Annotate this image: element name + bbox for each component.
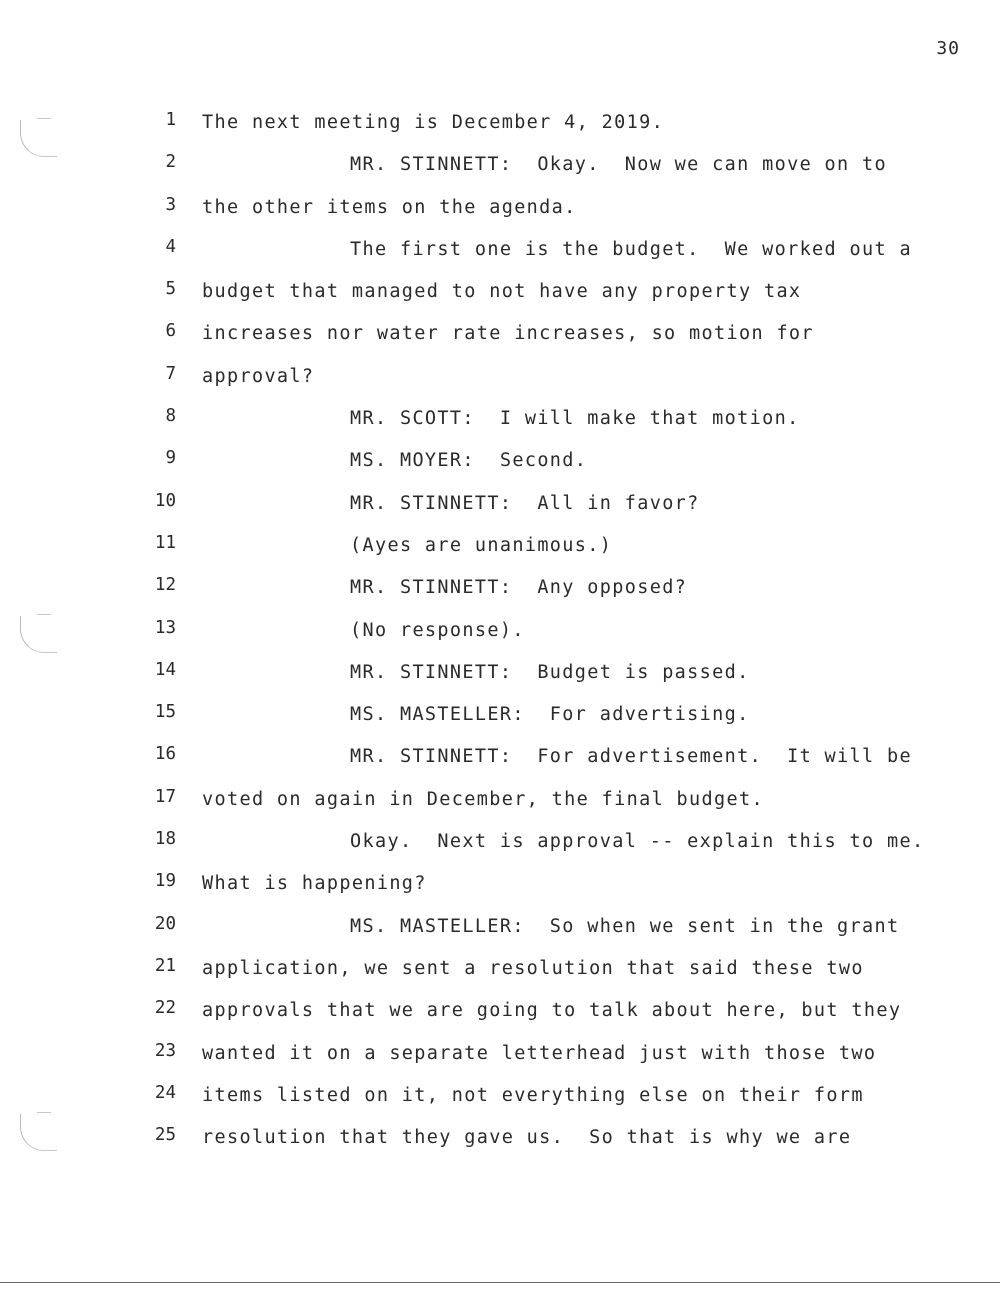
transcript-line [0,1039,1000,1081]
transcript-line [0,235,1000,277]
transcript-line [0,785,1000,827]
line-text: The next meeting is December 4, 2019. [202,112,665,133]
transcript-line [0,404,1000,446]
line-text: budget that managed to not have any property tax [202,281,802,303]
transcript-line [0,1081,1000,1123]
line-text: MR. STINNETT: Okay. Now we can move on to [350,154,887,176]
line-number: 3 [165,194,176,215]
line-text: items listed on it, not everything else on their form [202,1084,864,1106]
line-text: MR. STINNETT: Budget is passed. [350,661,750,683]
line-text: MR. STINNETT: For advertisement. It will be [350,746,912,768]
bottom-divider [0,1282,1000,1283]
line-text: approvals that we are going to talk about here, but they [202,1000,902,1022]
transcript-line [0,700,1000,742]
transcript-line [0,869,1000,911]
line-text: wanted it on a separate letterhead just with those two [202,1042,877,1064]
line-number: 2 [165,152,176,173]
transcript-body [0,108,1000,1165]
line-number: 4 [165,236,176,257]
page-number: 30 [936,38,960,59]
transcript-line [0,1123,1000,1165]
line-number: 5 [165,279,176,300]
line-number: 14 [154,659,176,680]
line-text: MS. MASTELLER: For advertising. [350,704,750,726]
line-text: MR. STINNETT: All in favor? [350,492,700,514]
line-text: application, we sent a resolution that said these two [202,957,864,979]
line-number: 18 [154,829,176,850]
line-number: 21 [154,955,176,976]
transcript-line [0,362,1000,404]
line-number: 11 [154,532,176,553]
line-text: the other items on the agenda. [202,196,577,218]
transcript-line [0,446,1000,488]
line-text: Okay. Next is approval -- explain this to me. [350,831,925,853]
transcript-line [0,658,1000,700]
line-number: 25 [154,1125,176,1146]
line-number: 15 [154,702,176,723]
transcript-line [0,954,1000,996]
transcript-line [0,531,1000,573]
line-text: increases nor water rate increases, so motion for [202,323,814,345]
line-number: 17 [154,786,176,807]
transcript-line [0,616,1000,658]
transcript-line [0,742,1000,784]
line-number: 8 [165,406,176,427]
transcript-line [0,996,1000,1038]
line-number: 6 [165,321,176,342]
transcript-line [0,489,1000,531]
line-number: 10 [154,490,176,511]
line-number: 19 [154,871,176,892]
line-text: MS. MASTELLER: So when we sent in the grant [350,915,900,937]
line-number: 20 [154,913,176,934]
line-text: approval? [202,365,315,387]
line-text: MS. MOYER: Second. [350,450,588,472]
line-number: 22 [154,998,176,1019]
transcript-line [0,912,1000,954]
line-number: 9 [165,448,176,469]
line-number: 1 [165,110,176,130]
line-number: 13 [154,617,176,638]
line-text: voted on again in December, the final budget. [202,788,764,810]
transcript-line [0,319,1000,361]
transcript-line [0,150,1000,192]
line-text: MR. SCOTT: I will make that motion. [350,408,800,430]
line-number: 24 [154,1082,176,1103]
line-text: resolution that they gave us. So that is why we are [202,1127,852,1149]
transcript-line [0,277,1000,319]
line-number: 7 [165,363,176,384]
line-text: (No response). [350,619,525,641]
line-number: 23 [154,1040,176,1061]
line-text: The first one is the budget. We worked out a [350,238,912,260]
transcript-line [0,573,1000,615]
line-number: 16 [154,744,176,765]
line-text: MR. STINNETT: Any opposed? [350,577,688,599]
line-text: What is happening? [202,873,427,895]
transcript-line [0,108,1000,150]
line-text: (Ayes are unanimous.) [350,534,613,556]
line-number: 12 [154,575,176,596]
transcript-line [0,827,1000,869]
transcript-line [0,193,1000,235]
